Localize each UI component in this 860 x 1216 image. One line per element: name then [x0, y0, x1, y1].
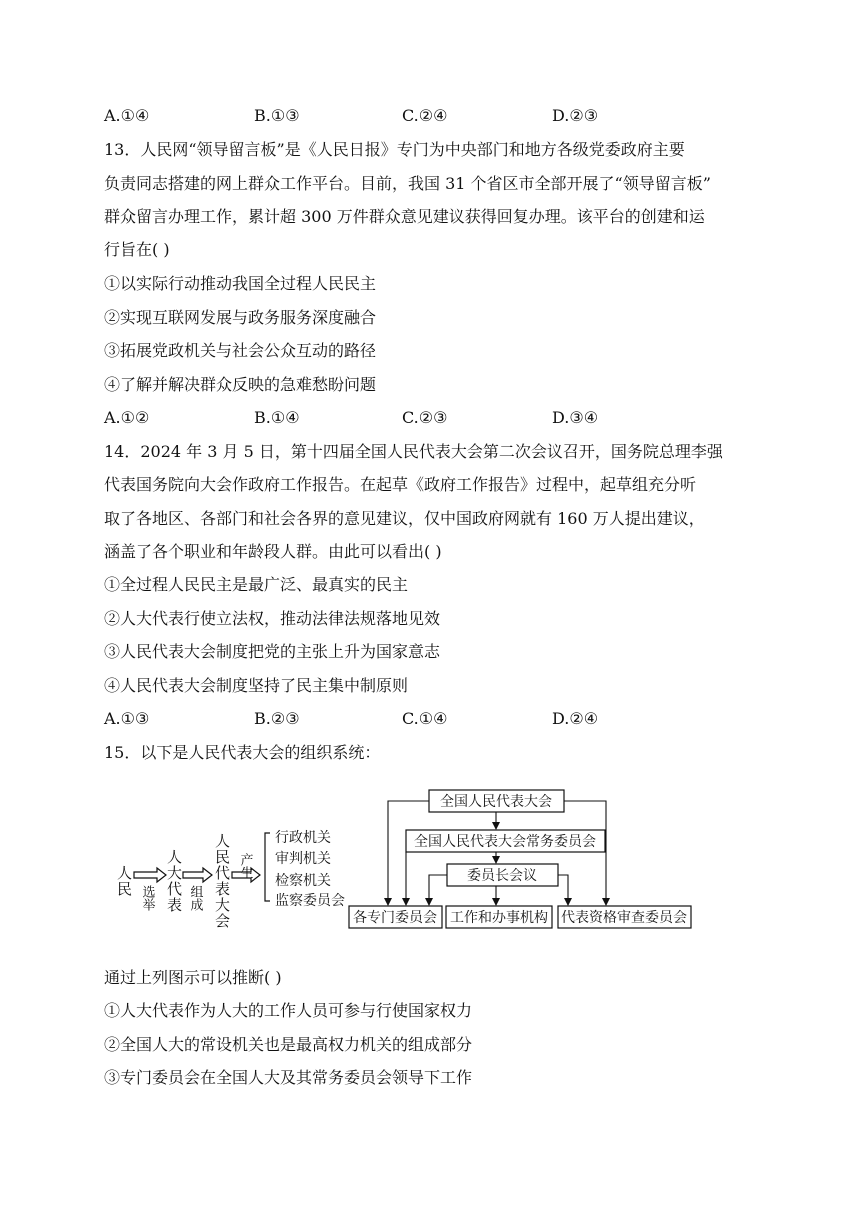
box-special-committees-label: 各专门委员会: [353, 910, 437, 926]
org-connectors: [388, 801, 606, 905]
q13-option-c[interactable]: C.②③: [402, 408, 448, 427]
q15-statement-2: ②全国人大的常设机关也是最高权力机关的组成部分: [104, 1035, 473, 1054]
q12-option-b[interactable]: B.①③: [254, 106, 300, 125]
q12-option-c[interactable]: C.②④: [402, 106, 448, 125]
organ-supervisory: 监察委员会: [275, 893, 345, 909]
q14-statement-3: ③人民代表大会制度把党的主张上升为国家意志: [104, 642, 441, 661]
box-npc-label: 全国人民代表大会: [440, 794, 552, 810]
diagram-people: 人民: [115, 865, 133, 897]
box-standing-committee-label: 全国人民代表大会常务委员会: [414, 834, 596, 850]
arrow-elect: [134, 868, 166, 882]
organs-bracket: [265, 833, 270, 901]
q14-option-d[interactable]: D.②④: [552, 709, 599, 728]
q13-statement-2: ②实现互联网发展与政务服务深度融合: [104, 308, 377, 327]
q13-option-b[interactable]: B.①④: [254, 408, 300, 427]
q13-stem-line-3: 群众留言办理工作，累计超 300 万件群众意见建议获得回复办理。该平台的创建和运: [104, 207, 705, 226]
npc-organization-diagram: [0, 775, 860, 945]
q12-option-a[interactable]: A.①④: [104, 106, 150, 125]
q13-statement-3: ③拓展党政机关与社会公众互动的路径: [104, 341, 377, 360]
q14-option-b[interactable]: B.②③: [254, 709, 300, 728]
q14-statement-4: ④人民代表大会制度坚持了民主集中制原则: [104, 676, 409, 695]
q13-stem-line-1: 13．人民网“领导留言板”是《人民日报》专门为中央部门和地方各级党委政府主要: [104, 140, 685, 159]
organ-judicial: 审判机关: [275, 851, 331, 867]
q14-stem-line-4: 涵盖了各个职业和年龄段人群。由此可以看出( ): [104, 542, 442, 561]
arrow-compose: [183, 868, 212, 882]
diagram-produce-label: 产生: [237, 853, 253, 879]
q14-stem-line-2: 代表国务院向大会作政府工作报告。在起草《政府工作报告》过程中，起草组充分听: [104, 475, 697, 494]
q14-statement-2: ②人大代表行使立法权，推动法律法规落地见效: [104, 609, 441, 628]
q14-stem-line-1: 14．2024 年 3 月 5 日，第十四届全国人民代表大会第二次会议召开，国务院总理李强: [104, 442, 723, 461]
organ-procuratorial: 检察机关: [275, 873, 331, 889]
box-chairmen-council-label: 委员长会议: [467, 868, 537, 884]
q14-option-a[interactable]: A.①③: [104, 709, 150, 728]
q15-statement-3: ③专门委员会在全国人大及其常务委员会领导下工作: [104, 1068, 473, 1087]
q14-statement-1: ①全过程人民民主是最广泛、最真实的民主: [104, 575, 409, 594]
q13-option-a[interactable]: A.①②: [104, 408, 150, 427]
box-working-bodies-label: 工作和办事机构: [450, 910, 548, 926]
q15-question: 通过上列图示可以推断( ): [104, 968, 282, 987]
diagram-npc-deputies: 人大代表: [165, 849, 183, 913]
q14-option-c[interactable]: C.①④: [402, 709, 448, 728]
q15-stem: 15．以下是人民代表大会的组织系统：: [104, 743, 381, 762]
organ-executive: 行政机关: [275, 830, 331, 846]
q13-stem-line-2: 负责同志搭建的网上群众工作平台。目前，我国 31 个省区市全部开展了“领导留言板”: [104, 174, 711, 193]
diagram-elect-label: 选举: [139, 885, 155, 911]
box-credentials-committee-label: 代表资格审查委员会: [561, 910, 687, 926]
q12-option-d[interactable]: D.②③: [552, 106, 599, 125]
q13-statement-1: ①以实际行动推动我国全过程人民民主: [104, 274, 377, 293]
q13-stem-line-4: 行旨在( ): [104, 240, 170, 259]
q13-statement-4: ④了解并解决群众反映的急难愁盼问题: [104, 375, 377, 394]
q14-stem-line-3: 取了各地区、各部门和社会各界的意见建议，仅中国政府网就有 160 万人提出建议，: [104, 509, 705, 528]
q15-statement-1: ①人大代表作为人大的工作人员可参与行使国家权力: [104, 1001, 473, 1020]
q13-option-d[interactable]: D.③④: [552, 408, 599, 427]
diagram-compose-label: 组成: [187, 885, 203, 911]
diagram-congress: 人民代表大会: [213, 833, 231, 929]
